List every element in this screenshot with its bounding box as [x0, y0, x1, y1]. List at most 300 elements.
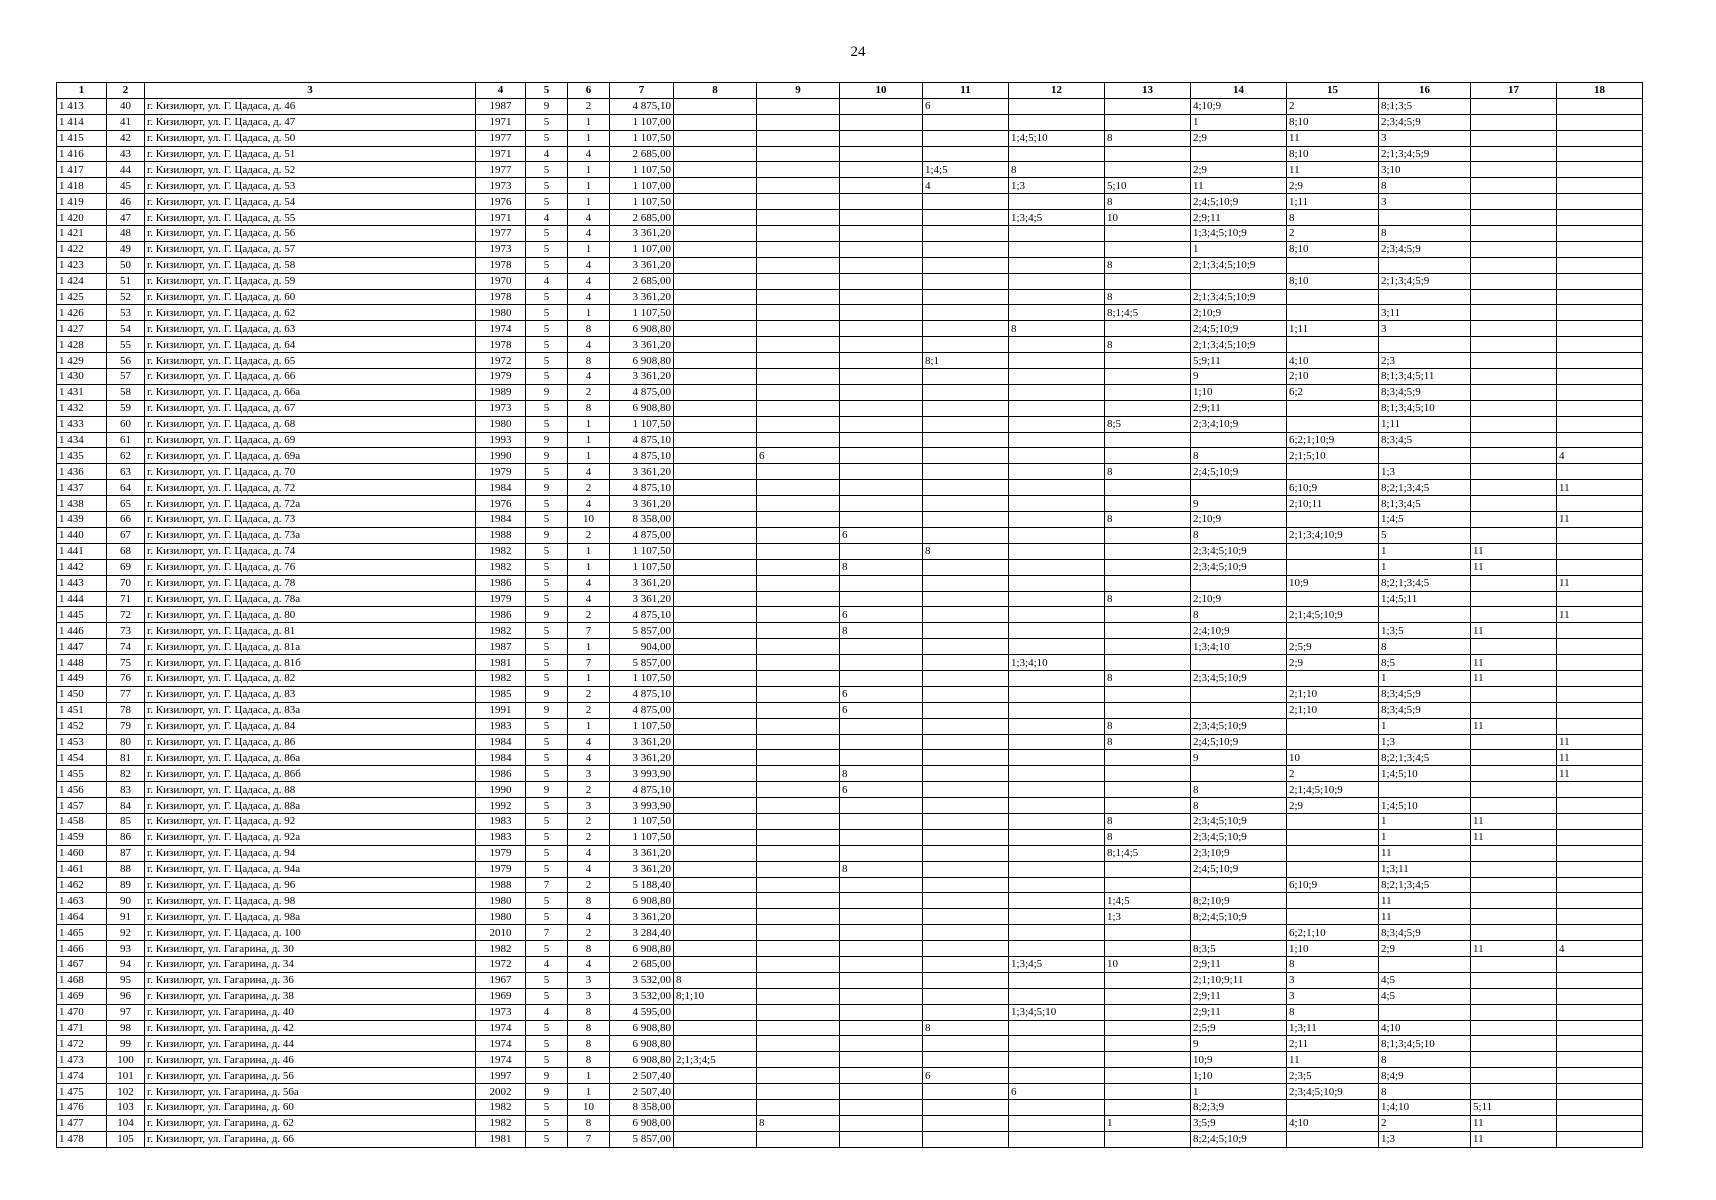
table-cell [674, 194, 757, 210]
table-cell [1557, 1115, 1643, 1131]
table-cell [757, 686, 840, 702]
table-cell: 6 [840, 702, 923, 718]
table-cell: 1 434 [57, 432, 107, 448]
table-row [57, 877, 1643, 893]
table-cell: 1 417 [57, 162, 107, 178]
table-cell: 8;5 [1379, 655, 1471, 671]
table-cell: 1;3;4;5;10 [1009, 1004, 1105, 1020]
table-cell: 48 [107, 226, 145, 242]
table-cell: 5;10 [1105, 178, 1191, 194]
table-cell [1471, 337, 1557, 353]
table-cell [674, 623, 757, 639]
table-cell [1009, 734, 1105, 750]
table-cell [1557, 1020, 1643, 1036]
table-cell [1471, 1004, 1557, 1020]
table-cell: 1981 [476, 1131, 526, 1147]
table-cell: 99 [107, 1036, 145, 1052]
table-cell [1471, 384, 1557, 400]
table-cell: 8 [1287, 1004, 1379, 1020]
table-cell: 6 [1009, 1084, 1105, 1100]
table-cell [674, 178, 757, 194]
table-cell: 2;3;4;5;10;9 [1287, 1084, 1379, 1100]
table-cell [1009, 543, 1105, 559]
table-row [57, 1100, 1643, 1116]
table-cell [923, 670, 1009, 686]
table-cell [840, 162, 923, 178]
table-cell: 1983 [476, 813, 526, 829]
table-cell [840, 512, 923, 528]
table-cell [923, 130, 1009, 146]
table-cell: 4 [568, 845, 610, 861]
table-cell: 8;3;4;5;9 [1379, 702, 1471, 718]
table-cell: 1 436 [57, 464, 107, 480]
table-cell [1471, 1020, 1557, 1036]
table-cell: 1978 [476, 337, 526, 353]
table-cell [674, 416, 757, 432]
table-cell: г. Кизилюрт, ул. Г. Цадаса, д. 72 [145, 480, 476, 496]
table-cell: 11 [1379, 893, 1471, 909]
table-row [57, 321, 1643, 337]
table-cell: 3 [568, 972, 610, 988]
table-cell [1009, 432, 1105, 448]
table-cell: 4 [568, 257, 610, 273]
table-cell: 8;10 [1287, 146, 1379, 162]
table-cell: 2 [568, 925, 610, 941]
table-cell [1287, 591, 1379, 607]
table-cell: г. Кизилюрт, ул. Г. Цадаса, д. 86 [145, 734, 476, 750]
table-cell: 6 908,80 [610, 1052, 674, 1068]
table-cell: 1971 [476, 146, 526, 162]
table-cell [1287, 400, 1379, 416]
header-cell: 3 [145, 83, 476, 99]
table-cell [1379, 210, 1471, 226]
table-cell [1009, 591, 1105, 607]
table-cell: 5 [526, 845, 568, 861]
table-cell [674, 798, 757, 814]
table-cell: 1989 [476, 384, 526, 400]
table-cell: 103 [107, 1100, 145, 1116]
table-cell [1557, 464, 1643, 480]
table-cell: 1 444 [57, 591, 107, 607]
table-cell: г. Кизилюрт, ул. Гагарина, д. 30 [145, 941, 476, 957]
table-cell [674, 766, 757, 782]
table-row [57, 527, 1643, 543]
table-cell: 2;3;4;5;10;9 [1191, 829, 1287, 845]
table-cell: 2;3;10;9 [1191, 845, 1287, 861]
table-cell: 8 [840, 623, 923, 639]
table-cell [1557, 1068, 1643, 1084]
table-cell [1471, 750, 1557, 766]
table-cell: 1;3;4;5 [1009, 210, 1105, 226]
table-cell [757, 400, 840, 416]
table-cell: 71 [107, 591, 145, 607]
table-cell: 1984 [476, 750, 526, 766]
table-cell [1009, 512, 1105, 528]
table-cell: 5 [526, 178, 568, 194]
table-row [57, 670, 1643, 686]
table-cell [840, 988, 923, 1004]
table-cell [757, 909, 840, 925]
table-cell [674, 257, 757, 273]
table-cell [1471, 607, 1557, 623]
table-cell [1471, 400, 1557, 416]
table-cell [1379, 337, 1471, 353]
table-cell [757, 337, 840, 353]
table-cell: г. Кизилюрт, ул. Г. Цадаса, д. 94 [145, 845, 476, 861]
table-cell: 1990 [476, 448, 526, 464]
table-cell: 1982 [476, 1100, 526, 1116]
table-cell: 5 [526, 464, 568, 480]
table-cell: г. Кизилюрт, ул. Г. Цадаса, д. 53 [145, 178, 476, 194]
table-cell [840, 1020, 923, 1036]
table-cell [1557, 543, 1643, 559]
table-row [57, 639, 1643, 655]
table-cell: 1 [1379, 543, 1471, 559]
table-cell: 8;3;5 [1191, 941, 1287, 957]
table-cell: 77 [107, 686, 145, 702]
table-cell: 2 685,00 [610, 956, 674, 972]
table-cell [1009, 1068, 1105, 1084]
table-cell [757, 1004, 840, 1020]
table-cell [757, 98, 840, 114]
table-cell: 1;3;4;10 [1009, 655, 1105, 671]
table-cell: 8;1 [923, 353, 1009, 369]
table-cell: 47 [107, 210, 145, 226]
table-cell [840, 369, 923, 385]
table-row [57, 337, 1643, 353]
table-row [57, 130, 1643, 146]
table-cell [674, 146, 757, 162]
table-cell: 11 [1287, 162, 1379, 178]
table-cell: 8;1;3;4;5;10 [1379, 400, 1471, 416]
table-cell: 1 [568, 194, 610, 210]
table-cell: 60 [107, 416, 145, 432]
table-cell: 1 442 [57, 559, 107, 575]
table-cell [1557, 893, 1643, 909]
table-cell [1009, 559, 1105, 575]
table-cell [1009, 861, 1105, 877]
header-cell: 10 [840, 83, 923, 99]
table-cell [757, 941, 840, 957]
header-cell: 4 [476, 83, 526, 99]
table-cell: 8 358,00 [610, 512, 674, 528]
table-cell: 8;2;1;3;4;5 [1379, 877, 1471, 893]
table-cell [1471, 527, 1557, 543]
table-cell: 6 [757, 448, 840, 464]
table-cell [840, 480, 923, 496]
table-cell: г. Кизилюрт, ул. Г. Цадаса, д. 92 [145, 813, 476, 829]
table-cell [757, 321, 840, 337]
table-cell: 3 361,20 [610, 575, 674, 591]
table-cell: 2 [568, 877, 610, 893]
table-cell: 11 [1557, 734, 1643, 750]
table-cell: 2;1;3;4;5;10;9 [1191, 289, 1287, 305]
table-cell: 2;1;10;9;11 [1191, 972, 1287, 988]
table-cell: 11 [1471, 1115, 1557, 1131]
table-cell [1471, 575, 1557, 591]
table-cell: 1992 [476, 798, 526, 814]
table-cell [1009, 845, 1105, 861]
table-cell: 8 [1379, 639, 1471, 655]
table-cell: 82 [107, 766, 145, 782]
table-cell [674, 686, 757, 702]
table-row [57, 750, 1643, 766]
table-cell: 11 [1379, 909, 1471, 925]
table-cell: 8 [1379, 178, 1471, 194]
table-cell: 2;9 [1191, 130, 1287, 146]
table-cell [1009, 798, 1105, 814]
table-cell: 5 [526, 1115, 568, 1131]
table-cell: 5 [526, 114, 568, 130]
table-cell [840, 1068, 923, 1084]
table-cell: 2;9 [1287, 798, 1379, 814]
table-cell: 8 [1105, 130, 1191, 146]
table-row [57, 241, 1643, 257]
table-cell: г. Кизилюрт, ул. Г. Цадаса, д. 62 [145, 305, 476, 321]
table-cell [1287, 257, 1379, 273]
table-cell [1557, 226, 1643, 242]
table-cell [757, 273, 840, 289]
table-cell [923, 1004, 1009, 1020]
table-cell: 11 [1557, 750, 1643, 766]
table-cell [1287, 1100, 1379, 1116]
table-cell: 2;3;4;5;10;9 [1191, 813, 1287, 829]
table-cell: 1;3;4;5 [1009, 956, 1105, 972]
table-cell: г. Кизилюрт, ул. Г. Цадаса, д. 54 [145, 194, 476, 210]
table-cell [757, 480, 840, 496]
table-row [57, 1131, 1643, 1147]
table-cell [923, 845, 1009, 861]
table-cell [1557, 432, 1643, 448]
table-cell: 8 [1105, 813, 1191, 829]
table-cell: 1971 [476, 210, 526, 226]
table-cell: 1 456 [57, 782, 107, 798]
table-cell: 5 [526, 941, 568, 957]
table-cell [757, 813, 840, 829]
table-cell [923, 782, 1009, 798]
table-cell [674, 210, 757, 226]
table-cell: 1;11 [1379, 416, 1471, 432]
header-cell: 11 [923, 83, 1009, 99]
table-cell [1471, 464, 1557, 480]
table-cell: 3 284,40 [610, 925, 674, 941]
table-cell [757, 702, 840, 718]
table-cell: 5;9;11 [1191, 353, 1287, 369]
table-cell: 6 908,80 [610, 321, 674, 337]
table-cell [757, 241, 840, 257]
table-row [57, 734, 1643, 750]
table-cell [1557, 384, 1643, 400]
table-cell: 44 [107, 162, 145, 178]
table-cell [1105, 639, 1191, 655]
table-cell: 6 [840, 607, 923, 623]
table-cell [1191, 925, 1287, 941]
table-cell [1105, 623, 1191, 639]
table-row [57, 655, 1643, 671]
table-row [57, 210, 1643, 226]
table-cell: 1 107,50 [610, 559, 674, 575]
table-cell: 1 420 [57, 210, 107, 226]
table-cell [674, 1115, 757, 1131]
table-cell: 3 [1379, 130, 1471, 146]
table-cell: 1967 [476, 972, 526, 988]
table-cell: 2;9;11 [1191, 1004, 1287, 1020]
table-cell [757, 559, 840, 575]
table-cell [1105, 496, 1191, 512]
table-cell: 1 107,50 [610, 813, 674, 829]
table-cell [757, 257, 840, 273]
table-cell [1557, 321, 1643, 337]
table-cell: 1970 [476, 273, 526, 289]
table-cell [757, 623, 840, 639]
table-cell: 9 [1191, 496, 1287, 512]
table-cell [1105, 527, 1191, 543]
table-cell: 1 431 [57, 384, 107, 400]
table-cell [1471, 956, 1557, 972]
table-cell: 1982 [476, 543, 526, 559]
table-cell: 8 [1009, 162, 1105, 178]
table-cell: 2;1;3;4;5;9 [1379, 273, 1471, 289]
table-cell [757, 416, 840, 432]
table-cell [1191, 575, 1287, 591]
table-cell [1191, 877, 1287, 893]
table-cell: 8 [923, 543, 1009, 559]
table-cell: 1 [568, 718, 610, 734]
table-cell: 3 [1379, 194, 1471, 210]
table-cell [1471, 353, 1557, 369]
table-cell: 7 [526, 925, 568, 941]
table-cell: 68 [107, 543, 145, 559]
table-cell: 2 [1287, 226, 1379, 242]
table-cell: 4 875,00 [610, 527, 674, 543]
table-cell: 1 [1191, 1084, 1287, 1100]
table-cell: г. Кизилюрт, ул. Г. Цадаса, д. 81б [145, 655, 476, 671]
table-row [57, 1004, 1643, 1020]
table-cell: 2;1;10 [1287, 686, 1379, 702]
table-row [57, 686, 1643, 702]
table-cell [757, 512, 840, 528]
table-cell: 8 [568, 1036, 610, 1052]
table-row [57, 146, 1643, 162]
table-cell [757, 861, 840, 877]
table-cell: 8 [568, 353, 610, 369]
table-cell: 5 [526, 813, 568, 829]
table-cell: 1 446 [57, 623, 107, 639]
table-cell: 2;3;4;5;9 [1379, 114, 1471, 130]
header-cell: 16 [1379, 83, 1471, 99]
table-cell: 80 [107, 734, 145, 750]
table-cell: 1982 [476, 559, 526, 575]
table-cell: 8;3;4;5;9 [1379, 925, 1471, 941]
table-cell [757, 798, 840, 814]
table-cell [840, 734, 923, 750]
table-cell: 4 [568, 496, 610, 512]
table-cell: г. Кизилюрт, ул. Гагарина, д. 42 [145, 1020, 476, 1036]
table-cell [674, 1036, 757, 1052]
table-cell: 6 908,80 [610, 1020, 674, 1036]
table-cell: 2;1;3;4;5;10;9 [1191, 337, 1287, 353]
table-cell [1557, 273, 1643, 289]
table-cell: 9 [526, 686, 568, 702]
table-cell [1557, 496, 1643, 512]
table-cell [1105, 98, 1191, 114]
table-cell: 1 [1379, 813, 1471, 829]
table-cell: 1 [568, 241, 610, 257]
table-cell: 96 [107, 988, 145, 1004]
table-cell [1009, 384, 1105, 400]
table-cell [923, 813, 1009, 829]
table-cell: 42 [107, 130, 145, 146]
table-cell: 1974 [476, 321, 526, 337]
table-cell [1471, 289, 1557, 305]
table-cell: 1986 [476, 766, 526, 782]
table-cell: 4 [526, 273, 568, 289]
table-cell [923, 210, 1009, 226]
table-cell [1287, 543, 1379, 559]
table-cell: 8;2;1;3;4;5 [1379, 750, 1471, 766]
table-cell: 4 875,00 [610, 702, 674, 718]
table-cell [757, 289, 840, 305]
table-cell [840, 1052, 923, 1068]
table-cell: 41 [107, 114, 145, 130]
table-cell: 79 [107, 718, 145, 734]
table-row [57, 766, 1643, 782]
table-cell: 1 425 [57, 289, 107, 305]
header-cell: 5 [526, 83, 568, 99]
table-cell [1557, 877, 1643, 893]
table-cell [1009, 114, 1105, 130]
table-cell: 46 [107, 194, 145, 210]
table-cell: г. Кизилюрт, ул. Г. Цадаса, д. 58 [145, 257, 476, 273]
table-cell: 4 [526, 210, 568, 226]
table-cell: 92 [107, 925, 145, 941]
table-cell: 55 [107, 337, 145, 353]
table-cell: 8 [1105, 464, 1191, 480]
table-row [57, 512, 1643, 528]
table-cell: 2;9 [1379, 941, 1471, 957]
table-cell [1557, 1084, 1643, 1100]
table-cell: 2;3;4;10;9 [1191, 416, 1287, 432]
table-cell: 1984 [476, 734, 526, 750]
table-cell [674, 877, 757, 893]
table-cell: 1 427 [57, 321, 107, 337]
header-cell: 7 [610, 83, 674, 99]
table-cell: 4 [1557, 941, 1643, 957]
table-cell: 8 [674, 972, 757, 988]
table-cell: 4 [568, 337, 610, 353]
table-cell [1471, 925, 1557, 941]
table-cell: 83 [107, 782, 145, 798]
table-cell: 1;3;11 [1287, 1020, 1379, 1036]
table-cell: 1 [568, 305, 610, 321]
table-cell [840, 941, 923, 957]
table-cell [1009, 909, 1105, 925]
table-cell [1471, 496, 1557, 512]
table-cell: 8 [1191, 607, 1287, 623]
table-cell [1105, 1020, 1191, 1036]
table-cell [1471, 1068, 1557, 1084]
table-cell [1471, 972, 1557, 988]
table-cell [923, 686, 1009, 702]
table-cell: 2 [568, 782, 610, 798]
table-cell: 3 [568, 798, 610, 814]
table-cell: 2;9 [1191, 162, 1287, 178]
table-cell: 3 [1287, 972, 1379, 988]
table-cell [674, 861, 757, 877]
table-cell: 84 [107, 798, 145, 814]
table-cell: 5 [526, 130, 568, 146]
table-cell: 50 [107, 257, 145, 273]
